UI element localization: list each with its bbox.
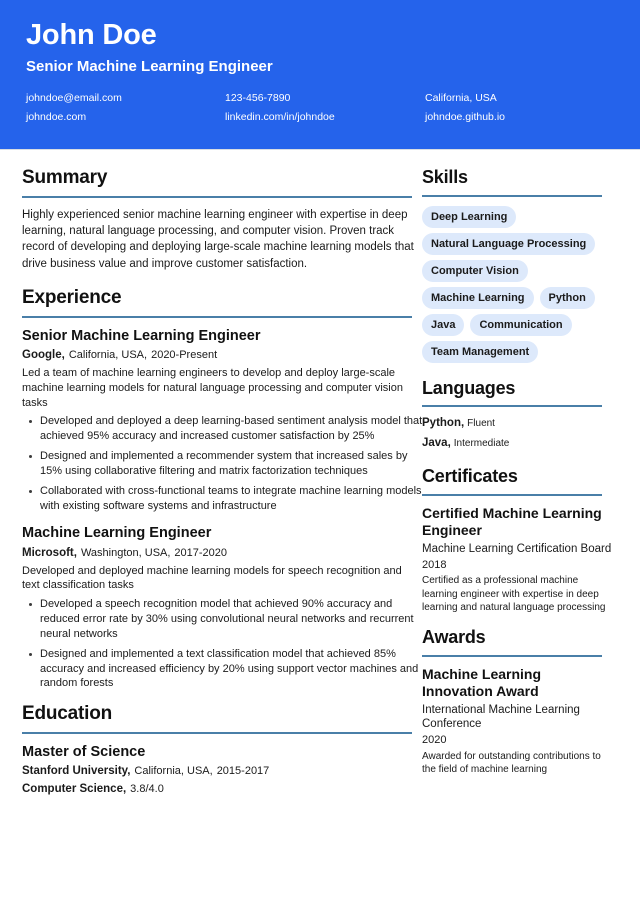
contact-location: California, USA [425, 91, 497, 104]
section-languages [422, 377, 624, 451]
list-item: Designed and implemented a text classification model that achieved 85% accuracy and increased efficiency by 20% using support vector machines and random forests [40, 647, 430, 692]
skill-badge: Python [540, 287, 595, 309]
education-entry [22, 743, 412, 797]
education-degree: Master of Science [22, 744, 146, 761]
language-level: Intermediate [453, 438, 510, 450]
left-column [0, 150, 423, 808]
section-education [22, 702, 412, 797]
experience-bullet-list [22, 597, 430, 691]
certificate-item [422, 505, 612, 614]
skills-pill-list [422, 206, 618, 363]
experience-entry [22, 327, 423, 514]
language-name: Python, [422, 417, 465, 430]
skill-badge: Natural Language Processing [422, 233, 595, 255]
page-title: John Doe [26, 19, 157, 51]
language-item [422, 416, 624, 431]
award-title: Machine Learning Innovation Award [422, 665, 542, 700]
skill-badge: Computer Vision [422, 260, 528, 282]
experience-company: Microsoft, [22, 546, 77, 559]
list-item: Collaborated with cross-functional teams to integrate machine learning models with existing software systems and infrastructure [40, 484, 430, 514]
section-certificates [422, 465, 624, 614]
experience-job-title: Senior Machine Learning Engineer [22, 327, 261, 344]
section-heading-education: Education [22, 703, 113, 725]
experience-meta [22, 348, 412, 363]
certificate-year: 2018 [422, 558, 447, 571]
resume-header [0, 0, 640, 150]
award-item [422, 666, 612, 776]
experience-job-title: Machine Learning Engineer [22, 525, 212, 542]
skill-badge: Communication [470, 314, 571, 336]
experience-dates: 2020-Present [151, 348, 218, 361]
experience-location: California, USA, [68, 348, 148, 361]
section-experience [22, 286, 423, 691]
skill-badge: Machine Learning [422, 287, 534, 309]
education-school: Stanford University, [22, 765, 131, 778]
section-heading-certificates: Certificates [422, 466, 518, 487]
education-location: California, USA, [134, 765, 213, 778]
section-rule [22, 196, 412, 198]
experience-company: Google, [22, 348, 65, 361]
languages-list [422, 416, 624, 451]
experience-description: Developed and deployed machine learning models for speech recognition and text classification tasks [22, 564, 402, 592]
section-awards [422, 626, 624, 776]
award-year: 2020 [422, 733, 447, 746]
contact-linkedin[interactable]: linkedin.com/in/johndoe [225, 111, 335, 124]
education-gpa: 3.8/4.0 [130, 783, 164, 796]
education-dates: 2015-2017 [216, 765, 270, 778]
contact-phone[interactable]: 123-456-7890 [225, 91, 291, 104]
experience-meta [22, 546, 412, 561]
list-item: Developed a speech recognition model that achieved 90% accuracy and reduced error rate by 30% using convolutional neural networks and recurrent neural networks [40, 597, 430, 642]
contact-info-grid [26, 92, 614, 124]
experience-description: Led a team of machine learning engineers to develop and deploy large-scale machine learning models for natural language processing and computer vision tasks [22, 366, 403, 409]
section-heading-skills: Skills [422, 167, 468, 187]
section-summary [22, 166, 412, 272]
section-rule [22, 316, 412, 318]
education-field: Computer Science, [22, 783, 127, 796]
list-item: Developed and deployed a deep learning-based sentiment analysis model that achieved 95% accuracy and increased customer satisfaction by 25% [40, 414, 430, 444]
education-field-row [22, 782, 412, 797]
experience-dates: 2017-2020 [174, 546, 228, 559]
resume-body [0, 150, 640, 808]
section-heading-languages: Languages [422, 377, 516, 398]
language-name: Java, [422, 437, 451, 450]
contact-website[interactable]: johndoe.com [26, 111, 87, 124]
skill-badge: Deep Learning [422, 206, 516, 228]
section-rule [422, 195, 602, 197]
language-level: Fluent [467, 418, 495, 430]
certificate-description: Certified as a professional machine learning engineer with expertise in deep learning and natural language processing [422, 575, 606, 613]
section-rule [22, 732, 412, 734]
section-rule [422, 655, 602, 657]
section-heading-awards: Awards [422, 627, 486, 647]
section-heading-summary: Summary [22, 167, 108, 188]
section-rule [422, 494, 602, 496]
section-heading-experience: Experience [22, 287, 122, 309]
experience-bullet-list [22, 414, 430, 513]
section-rule [422, 405, 602, 407]
skill-badge: Java [422, 314, 464, 336]
section-skills [422, 166, 624, 363]
header-job-title: Senior Machine Learning Engineer [26, 57, 273, 75]
summary-text: Highly experienced senior machine learning engineer with expertise in deep learning, natural language processing, and computer vision. Proven track record of developing and deploying large-scale machine learning models that drive business value and improve customer satisfaction. [22, 208, 414, 270]
contact-email[interactable]: johndoe@email.com [26, 91, 122, 104]
certificate-issuer: Machine Learning Certification Board [422, 543, 612, 556]
language-item [422, 436, 624, 451]
list-item: Designed and implemented a recommender system that increased sales by 15% using collaborative filtering and matrix factorization techniques [40, 449, 430, 479]
experience-entry [22, 524, 419, 691]
award-issuer: International Machine Learning Conference [422, 703, 580, 731]
experience-location: Washington, USA, [80, 546, 171, 559]
award-description: Awarded for outstanding contributions to the field of machine learning [422, 750, 601, 775]
certificate-title: Certified Machine Learning Engineer [422, 504, 602, 539]
education-meta [22, 764, 412, 779]
right-column [412, 150, 640, 808]
skill-badge: Team Management [422, 341, 538, 363]
contact-github[interactable]: johndoe.github.io [425, 111, 505, 124]
